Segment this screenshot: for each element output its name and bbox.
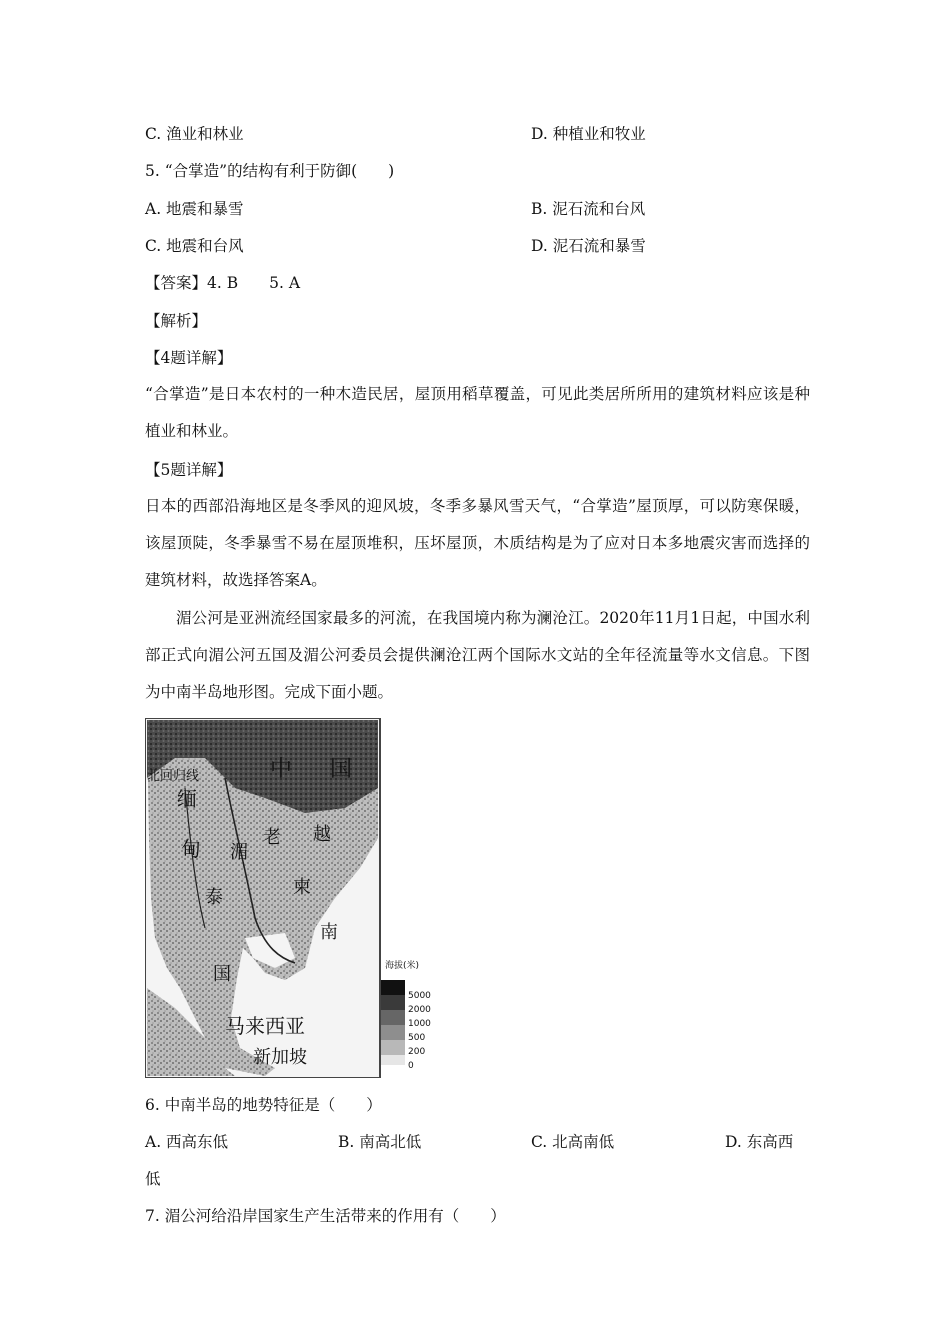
q5-option-d: D. 泥石流和暴雪 xyxy=(531,237,646,255)
q5-option-b: B. 泥石流和台风 xyxy=(531,200,646,218)
label-laos: 老 xyxy=(263,827,281,848)
legend-200: 200 xyxy=(408,1047,426,1057)
legend-5000: 5000 xyxy=(408,991,431,1001)
map-svg xyxy=(145,718,437,1078)
legend-title: 海拔(米) xyxy=(385,961,420,971)
q5-option-a: A. 地震和暴雪 xyxy=(145,200,244,218)
label-china-1: 中 xyxy=(270,757,293,782)
q4-detail-label: 【4题详解】 xyxy=(145,349,233,367)
q4-option-c: C. 渔业和林业 xyxy=(145,125,244,143)
label-tropic: 北回归线 xyxy=(147,769,200,784)
analysis-label: 【解析】 xyxy=(145,312,208,330)
intro-paragraph: 湄公河是亚洲流经国家最多的河流，在我国境内称为澜沧江。2020年11月1日起，中国水利部正式向湄公河五国及湄公河委员会提供澜沧江两个国际水文站的全年径流量等水文信息。下图为中南半岛地形图。完成下面小题。 xyxy=(145,609,810,701)
q6-option-b: B. 南高北低 xyxy=(338,1133,422,1151)
label-mekong: 湄 xyxy=(230,842,248,863)
q5-stem: 5. “合掌造”的结构有利于防御( ) xyxy=(145,162,395,180)
label-myanmar-1: 缅 xyxy=(177,787,197,811)
label-thailand-2: 国 xyxy=(213,964,231,985)
legend-2000: 2000 xyxy=(408,1005,431,1015)
q4-detail-text: “合掌造”是日本农村的一种木造民居，屋顶用稻草覆盖，可见此类居所所用的建筑材料应该是种植业和林业。 xyxy=(145,385,810,440)
q5-option-c: C. 地震和台风 xyxy=(145,237,244,255)
q6-option-c: C. 北高南低 xyxy=(531,1133,615,1151)
legend-500: 500 xyxy=(408,1033,426,1043)
q4-option-d: D. 种植业和牧业 xyxy=(531,125,646,143)
q7-stem: 7. 湄公河给沿岸国家生产生活带来的作用有（ ） xyxy=(145,1207,506,1225)
label-vietnam-2: 南 xyxy=(320,922,338,943)
q5-detail-label: 【5题详解】 xyxy=(145,461,233,479)
label-cambodia: 柬 xyxy=(293,877,311,898)
q6-option-d: D. 东高西 xyxy=(725,1133,794,1151)
answer-line: 【答案】4. B 5. A xyxy=(145,274,301,292)
label-china-2: 国 xyxy=(330,757,353,782)
q6-stem: 6. 中南半岛的地势特征是（ ） xyxy=(145,1096,382,1114)
legend-1000: 1000 xyxy=(408,1019,431,1029)
label-malaysia: 马来西亚 xyxy=(225,1014,305,1038)
q6-option-a: A. 西高东低 xyxy=(145,1133,229,1151)
indochina-terrain-map xyxy=(145,718,437,1078)
q6-option-d-wrap: 低 xyxy=(145,1170,161,1188)
label-singapore: 新加坡 xyxy=(253,1047,307,1068)
label-vietnam-1: 越 xyxy=(313,824,331,845)
q5-detail-text: 日本的西部沿海地区是冬季风的迎风坡，冬季多暴风雪天气，“合掌造”屋顶厚，可以防寒保暖，该屋顶陡，冬季暴雪不易在屋顶堆积，压坏屋顶，木质结构是为了应对日本多地震灾害而选择的建筑材料，故选择答案A。 xyxy=(145,497,810,589)
label-myanmar-2: 甸 xyxy=(181,837,201,861)
legend-0: 0 xyxy=(408,1061,414,1071)
elevation-legend xyxy=(381,959,431,1071)
label-thailand-1: 泰 xyxy=(205,887,223,908)
